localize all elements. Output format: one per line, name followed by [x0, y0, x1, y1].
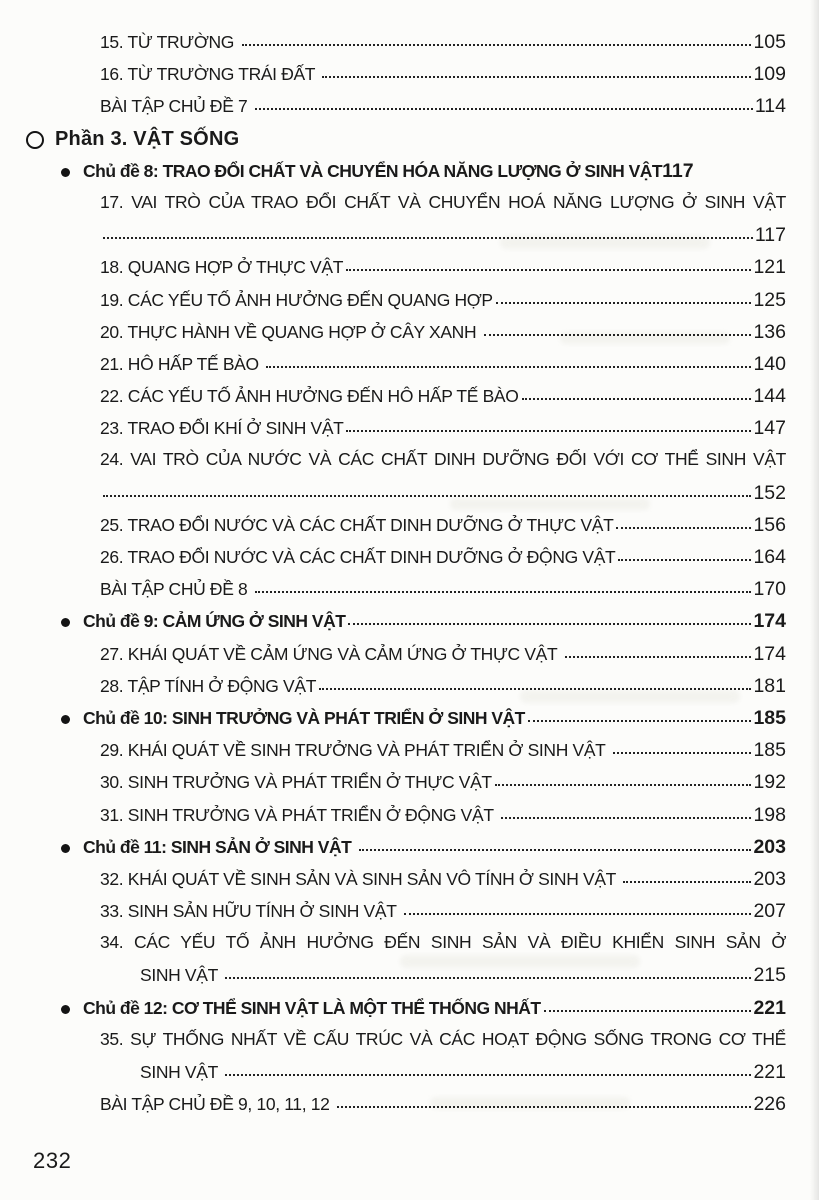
- toc-entry-title: 34. CÁC YẾU TỐ ẢNH HƯỞNG ĐẾN SINH SẢN VÀ ĐIỀU KHIỂN SINH SẢN Ở: [100, 932, 786, 953]
- toc-page-number: 174: [753, 610, 786, 633]
- dot-leader: [495, 784, 752, 786]
- toc-entry-title: SINH VẬT: [140, 1062, 223, 1082]
- toc-row: [0, 1061, 819, 1093]
- toc-page-number: 203: [753, 835, 786, 858]
- dot-leader: [346, 430, 751, 432]
- toc-row: [0, 224, 819, 256]
- toc-page-number: 221: [753, 996, 786, 1019]
- toc-row: [0, 417, 819, 449]
- dot-leader: [103, 237, 753, 239]
- toc-row: [0, 771, 819, 803]
- dot-leader: [484, 334, 752, 336]
- toc-page-number: 226: [753, 1093, 786, 1116]
- toc-entry-title: 27. KHÁI QUÁT VỀ CẢM ỨNG VÀ CẢM ỨNG Ở THỰC VẬT: [100, 643, 562, 664]
- dot-leader: [501, 817, 752, 819]
- dot-leader: [544, 1010, 752, 1012]
- toc-row: [0, 932, 819, 964]
- toc-page-number: 152: [753, 481, 786, 504]
- toc-page-number: 170: [753, 578, 786, 601]
- toc-row: [0, 546, 819, 578]
- toc-row: [0, 804, 819, 836]
- toc-row: [0, 128, 819, 160]
- toc-entry-title: Chủ đề 11: SINH SẢN Ở SINH VẬT: [83, 836, 356, 857]
- toc-entry-title: 26. TRAO ĐỔI NƯỚC VÀ CÁC CHẤT DINH DƯỠNG Ở ĐỘNG VẬT: [100, 547, 616, 567]
- toc-page-number: 181: [753, 674, 786, 697]
- toc-entry-title: Chủ đề 10: SINH TRƯỞNG VÀ PHÁT TRIỂN Ở SINH VẬT: [83, 707, 525, 728]
- toc-row: [0, 739, 819, 771]
- toc-entry-title: 18. QUANG HỢP Ở THỰC VẬT: [100, 257, 344, 278]
- toc-entry-title: 15. TỪ TRƯỜNG: [100, 32, 239, 52]
- toc-entry-title: 23. TRAO ĐỔI KHÍ Ở SINH VẬT: [100, 418, 344, 439]
- dot-leader: [322, 76, 751, 78]
- dot-leader: [225, 977, 751, 979]
- toc-entry-title: BÀI TẬP CHỦ ĐỀ 8: [100, 579, 252, 600]
- toc-entry-title: 19. CÁC YẾU TỐ ẢNH HƯỞNG ĐẾN QUANG HỢP: [100, 289, 493, 310]
- dot-leader: [348, 623, 751, 625]
- bullet-dot-icon: [61, 715, 70, 724]
- dot-leader: [496, 302, 752, 304]
- dot-leader: [255, 591, 752, 593]
- toc-page-number: 215: [753, 964, 786, 987]
- bullet-dot-icon: [61, 844, 70, 853]
- toc-page-number: 114: [754, 95, 786, 118]
- toc-row: [0, 643, 819, 675]
- toc-row: [0, 160, 819, 192]
- toc-entry-title: Chủ đề 8: TRAO ĐỔI CHẤT VÀ CHUYỂN HÓA NĂNG LƯỢNG Ở SINH VẬT: [83, 160, 663, 181]
- toc-row: [0, 289, 819, 321]
- toc-page-number: 207: [753, 900, 786, 923]
- dot-leader: [565, 656, 752, 658]
- toc-entry-title: 35. SỰ THỐNG NHẤT VỀ CẤU TRÚC VÀ CÁC HOẠT ĐỘNG SỐNG TRONG CƠ THỂ: [100, 1028, 786, 1049]
- toc-row: [0, 321, 819, 353]
- toc-page-number: 156: [753, 513, 786, 536]
- circle-outline-icon: [26, 131, 44, 149]
- toc-page-number: 117: [754, 224, 786, 247]
- toc-row: [0, 95, 819, 127]
- dot-leader: [319, 688, 751, 690]
- toc-page-number: 174: [753, 642, 786, 665]
- toc-page-number: 109: [753, 63, 786, 86]
- dot-leader: [613, 752, 752, 754]
- toc-row: [0, 192, 819, 224]
- dot-leader: [618, 559, 751, 561]
- dot-leader: [242, 44, 752, 46]
- toc-page-number: 147: [753, 417, 786, 440]
- toc-row: [0, 482, 819, 514]
- toc-row: [0, 353, 819, 385]
- toc-page-number: 185: [753, 706, 786, 729]
- dot-leader: [404, 913, 752, 915]
- toc-page-number: 185: [753, 739, 786, 762]
- dot-leader: [103, 495, 751, 497]
- toc-entry-title: Chủ đề 12: CƠ THỂ SINH VẬT LÀ MỘT THỂ THỐNG NHẤT: [83, 997, 541, 1018]
- toc-entry-title: 29. KHÁI QUÁT VỀ SINH TRƯỞNG VÀ PHÁT TRIỂN Ở SINH VẬT: [100, 740, 610, 761]
- toc-page-number: 117: [662, 159, 694, 182]
- dot-leader: [616, 527, 751, 529]
- toc-row: [0, 1093, 819, 1125]
- toc-row: [0, 997, 819, 1029]
- toc-entry-title: 20. THỰC HÀNH VỀ QUANG HỢP Ở CÂY XANH: [100, 321, 481, 342]
- toc-row: [0, 675, 819, 707]
- toc-entry-title: SINH VẬT: [140, 965, 223, 986]
- toc-entry-title: BÀI TẬP CHỦ ĐỀ 9, 10, 11, 12: [100, 1094, 334, 1115]
- dot-leader: [255, 108, 753, 110]
- toc-row: [0, 31, 819, 63]
- toc-entry-title: BÀI TẬP CHỦ ĐỀ 7: [100, 96, 252, 117]
- folio-page-number: 232: [33, 1148, 72, 1173]
- bullet-dot-icon: [61, 1005, 70, 1014]
- dot-leader: [337, 1106, 751, 1108]
- toc-entry-title: 33. SINH SẢN HỮU TÍNH Ở SINH VẬT: [100, 901, 401, 922]
- dot-leader: [266, 366, 751, 368]
- toc-row: [0, 610, 819, 642]
- toc-page-number: 144: [753, 385, 786, 408]
- toc-page-number: 121: [753, 256, 786, 279]
- toc-page-number: 125: [753, 288, 786, 311]
- toc-row: [0, 900, 819, 932]
- toc-row: [0, 964, 819, 996]
- toc-row: [0, 63, 819, 95]
- table-of-contents: [0, 31, 819, 1125]
- toc-entry-title: 28. TẬP TÍNH Ở ĐỘNG VẬT: [100, 675, 317, 696]
- toc-entry-title: 31. SINH TRƯỞNG VÀ PHÁT TRIỂN Ở ĐỘNG VẬT: [100, 804, 498, 825]
- toc-row: [0, 449, 819, 481]
- toc-page-number: 164: [753, 546, 786, 568]
- toc-row: [0, 256, 819, 288]
- dot-leader: [346, 269, 751, 271]
- toc-entry-title: 32. KHÁI QUÁT VỀ SINH SẢN VÀ SINH SẢN VÔ TÍNH Ở SINH VẬT: [100, 868, 621, 889]
- dot-leader: [359, 849, 752, 851]
- toc-page-number: 105: [753, 31, 786, 53]
- toc-row: [0, 514, 819, 546]
- toc-entry-title: 21. HÔ HẤP TẾ BÀO: [100, 353, 264, 374]
- bullet-dot-icon: [61, 168, 70, 177]
- bullet-dot-icon: [61, 618, 70, 627]
- toc-page-number: 140: [753, 352, 786, 375]
- dot-leader: [225, 1074, 751, 1076]
- toc-entry-title: 30. SINH TRƯỞNG VÀ PHÁT TRIỂN Ở THỰC VẬT: [100, 772, 492, 793]
- toc-row: [0, 836, 819, 868]
- toc-page-number: 192: [753, 771, 786, 794]
- toc-page-number: 198: [753, 803, 786, 826]
- toc-row: [0, 868, 819, 900]
- toc-page-number: 221: [753, 1061, 786, 1083]
- dot-leader: [522, 398, 752, 400]
- toc-entry-title: 25. TRAO ĐỔI NƯỚC VÀ CÁC CHẤT DINH DƯỠNG Ở THỰC VẬT: [100, 514, 614, 535]
- toc-entry-title: Phần 3. VẬT SỐNG: [55, 127, 240, 150]
- toc-row: [0, 1029, 819, 1061]
- dot-leader: [528, 720, 752, 722]
- toc-entry-title: 16. TỪ TRƯỜNG TRÁI ĐẤT: [100, 64, 320, 85]
- toc-row: [0, 385, 819, 417]
- toc-page-number: 136: [753, 320, 786, 343]
- dot-leader: [623, 881, 751, 883]
- toc-page-number: 203: [753, 867, 786, 890]
- toc-row: [0, 707, 819, 739]
- toc-row: [0, 578, 819, 610]
- toc-entry-title: Chủ đề 9: CẢM ỨNG Ở SINH VẬT: [83, 611, 346, 632]
- toc-entry-title: 24. VAI TRÒ CỦA NƯỚC VÀ CÁC CHẤT DINH DƯỠNG ĐỐI VỚI CƠ THỂ SINH VẬT: [100, 449, 786, 470]
- toc-entry-title: 17. VAI TRÒ CỦA TRAO ĐỔI CHẤT VÀ CHUYỂN HOÁ NĂNG LƯỢNG Ở SINH VẬT: [100, 191, 786, 212]
- toc-entry-title: 22. CÁC YẾU TỐ ẢNH HƯỞNG ĐẾN HÔ HẤP TẾ BÀO: [100, 386, 519, 407]
